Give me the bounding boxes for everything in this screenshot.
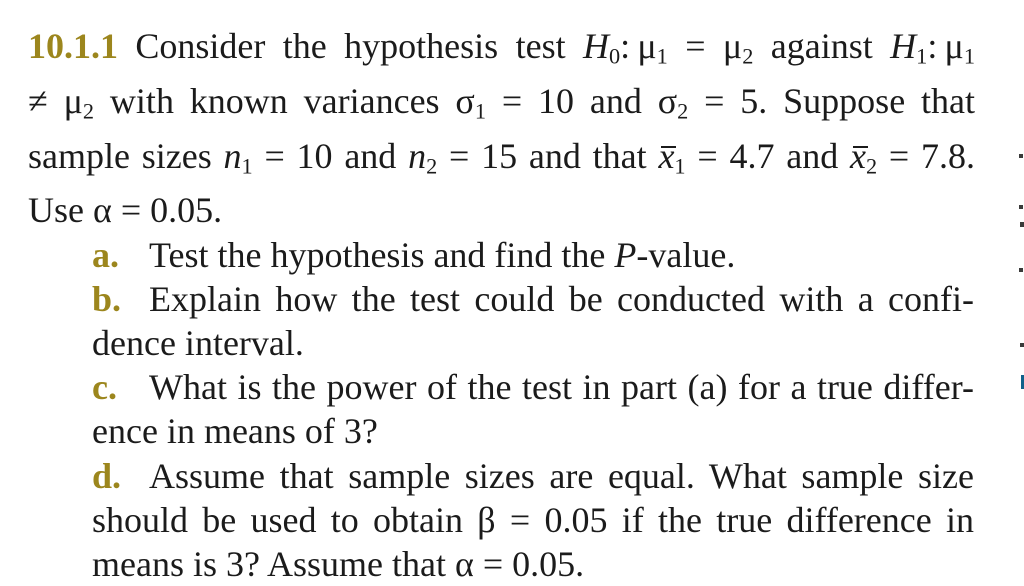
text-line-9 <box>92 409 974 453</box>
text-segment: P <box>614 234 637 275</box>
edge-text-fragment <box>1019 268 1023 272</box>
item-label-c: c. <box>92 367 117 408</box>
text-line-10 <box>92 454 974 498</box>
subscript: 1 <box>963 43 975 69</box>
text-segment: dence interval. <box>92 322 304 363</box>
subscript: 1 <box>474 98 486 124</box>
edge-text-fragment <box>1020 222 1024 227</box>
text-segment: = 15 and that <box>437 135 659 176</box>
text-segment: -value. <box>636 234 736 275</box>
item-label-d: d. <box>92 455 122 496</box>
text-segment: = 10 and <box>252 135 409 176</box>
text-segment: = 10 and σ <box>486 80 678 121</box>
text-segment: Consider the hypothesis test <box>118 26 583 66</box>
text-segment: Use α = 0.05. <box>28 190 223 231</box>
text-line-11 <box>92 498 974 542</box>
text-segment: should be used to obtain β = 0.05 if the true difference in <box>92 499 974 540</box>
text-line-6 <box>92 277 974 321</box>
text-segment: : μ <box>927 26 964 66</box>
text-segment: ence in means of 3? <box>92 411 378 452</box>
text-segment: Explain how the test could be conducted with a confi- <box>149 278 974 319</box>
item-label-a: a. <box>92 234 119 275</box>
subscript: 2 <box>426 153 438 179</box>
text-segment: Test the hypothesis and find the <box>149 234 615 275</box>
text-line-8 <box>92 365 974 409</box>
edge-text-fragment <box>1019 154 1023 158</box>
subscript: 2 <box>742 43 754 69</box>
problem-statement <box>28 24 975 586</box>
text-line-2 <box>28 79 975 134</box>
text-line-1 <box>28 24 975 79</box>
xbar-symbol: x <box>658 135 675 176</box>
item-label-b: b. <box>92 278 122 319</box>
text-segment: sample sizes <box>28 135 224 176</box>
xbar-symbol: x <box>850 135 866 176</box>
text-segment: means is 3? Assume that α = 0.05. <box>92 543 585 584</box>
text-segment: Assume that sample sizes are equal. What sample size <box>149 455 974 496</box>
subscript: 2 <box>677 98 689 124</box>
text-segment: ≠ μ <box>28 80 83 121</box>
text-line-4 <box>28 188 975 232</box>
text-segment: H <box>582 26 609 66</box>
subscript: 1 <box>916 43 928 69</box>
text-segment: What is the power of the test in part (a) for a true differ- <box>149 367 974 408</box>
text-segment: against <box>753 26 891 66</box>
text-line-5 <box>92 233 974 277</box>
text-line-7 <box>92 321 974 365</box>
text-segment: = 5. Suppose that <box>688 80 976 121</box>
subscript: 0 <box>608 43 621 69</box>
text-segment: = 4.7 and <box>685 135 850 176</box>
text-line-3 <box>28 134 975 189</box>
edge-text-fragment <box>1020 343 1024 347</box>
text-segment: H <box>890 26 917 66</box>
problem-number: 10.1.1 <box>28 26 118 66</box>
text-segment: n <box>223 135 242 176</box>
subscript: 2 <box>865 153 878 179</box>
text-segment: with known variances σ <box>94 80 475 121</box>
text-segment: = μ <box>667 26 743 66</box>
text-segment: n <box>408 135 427 176</box>
subscript: 1 <box>674 153 686 179</box>
text-segment: : μ <box>620 26 657 66</box>
text-segment: = 7.8. <box>877 135 976 176</box>
text-line-12 <box>92 542 974 586</box>
subscript: 1 <box>241 153 253 179</box>
subscript: 2 <box>82 98 95 124</box>
subscript: 1 <box>656 43 668 69</box>
edge-text-fragment <box>1019 205 1023 209</box>
